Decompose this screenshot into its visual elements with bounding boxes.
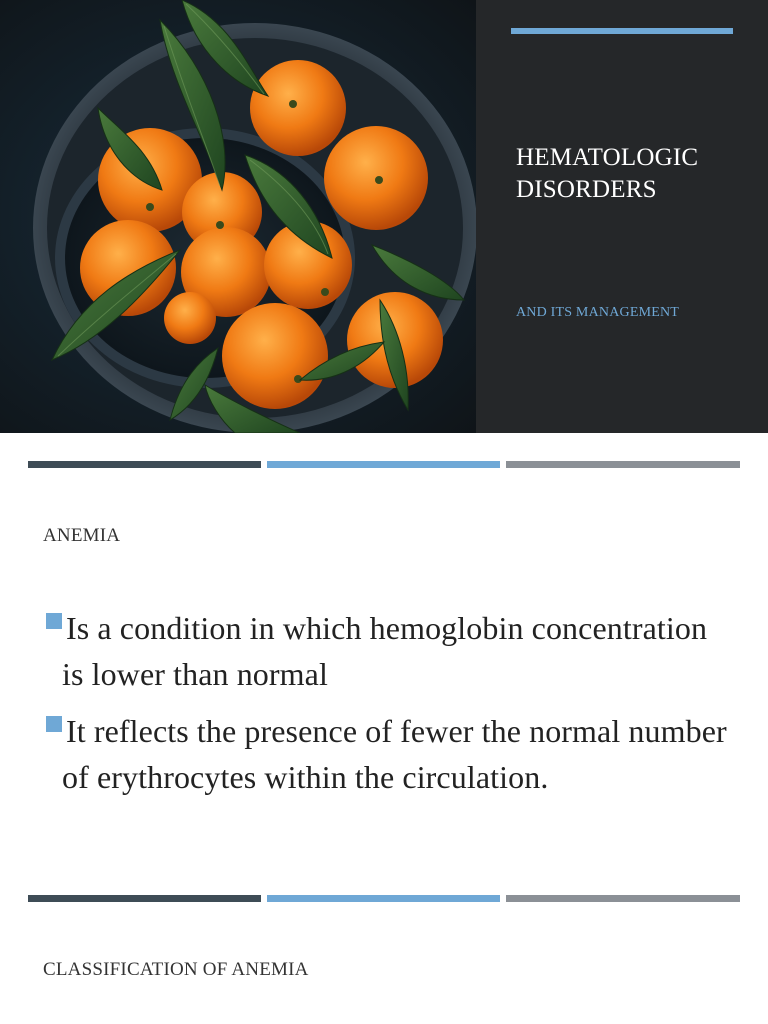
square-bullet-icon xyxy=(46,716,62,732)
header-bar-blue-segment xyxy=(267,895,500,902)
header-bar-dark-segment xyxy=(28,895,261,902)
bullet-item xyxy=(44,708,734,800)
header-bar-dark-segment xyxy=(28,461,261,468)
slide-heading: ANEMIA xyxy=(43,525,121,546)
title-accent-bar xyxy=(511,28,733,34)
header-bar-gray-segment xyxy=(506,895,740,902)
bullet-text: Is a condition in which hemoglobin concentration is lower than normal xyxy=(62,610,708,692)
slide-heading: CLASSIFICATION OF ANEMIA xyxy=(43,959,309,980)
classification-slide xyxy=(0,873,768,1024)
title-slide xyxy=(0,0,768,433)
square-bullet-icon xyxy=(46,613,62,629)
bullet-list xyxy=(44,605,734,811)
header-bar-gray-segment xyxy=(506,461,740,468)
presentation-subtitle: AND ITS MANAGEMENT xyxy=(516,305,680,320)
bullet-item xyxy=(44,605,734,697)
anemia-slide xyxy=(0,433,768,873)
header-bar-blue-segment xyxy=(267,461,500,468)
presentation-title: HEMATOLOGIC DISORDERS xyxy=(516,144,699,203)
slide-header-bar xyxy=(28,461,740,468)
tangerines-photo xyxy=(0,0,476,433)
slide-header-bar xyxy=(28,895,740,902)
bullet-text: It reflects the presence of fewer the normal number of erythrocytes within the circulation. xyxy=(62,713,727,795)
